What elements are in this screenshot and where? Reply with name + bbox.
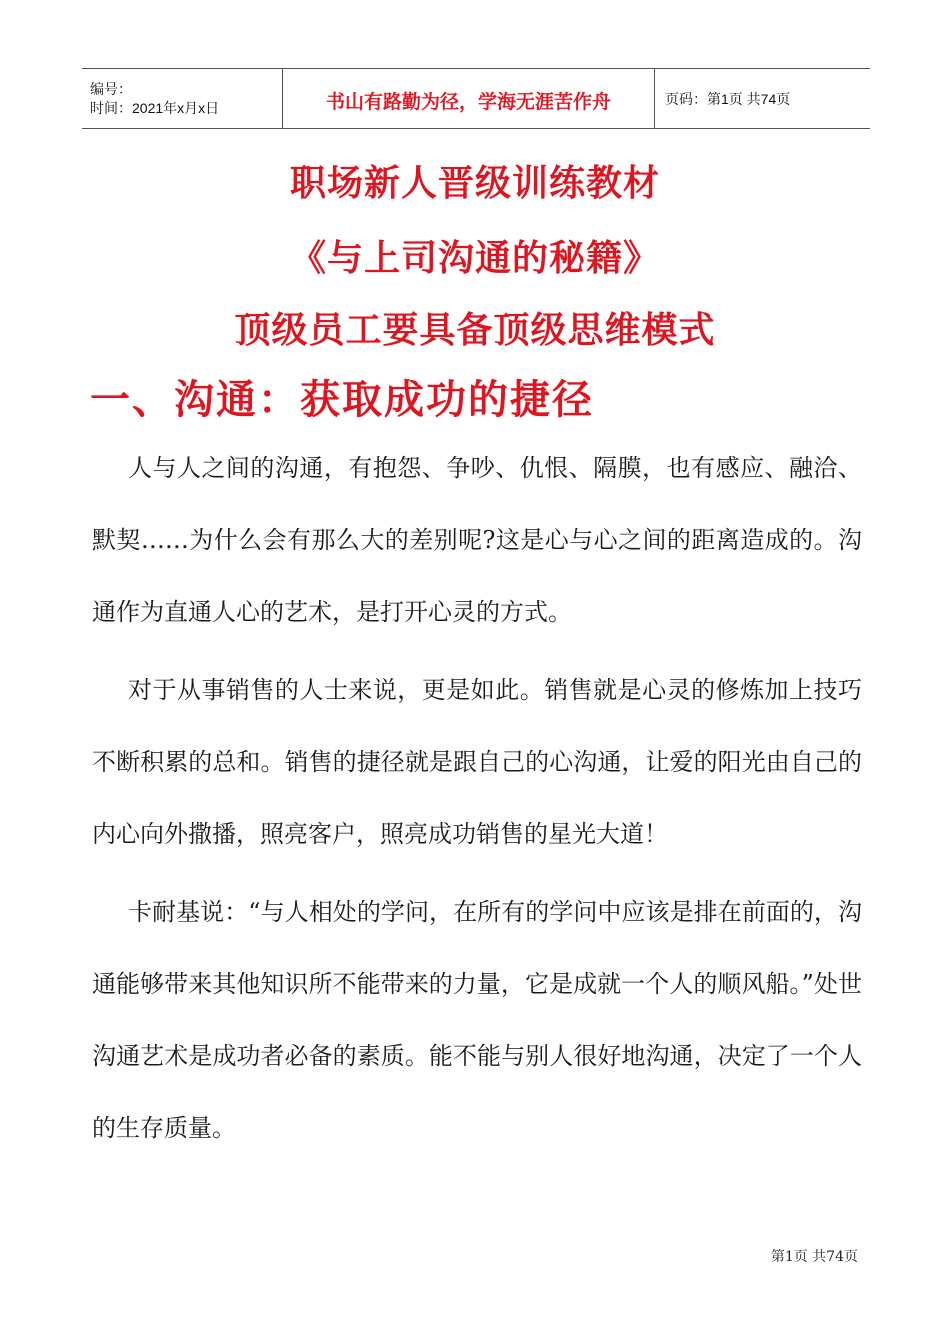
paragraph-2: 对于从事销售的人士来说，更是如此。销售就是心灵的修炼加上技巧不断积累的总和。销售的捷径就是跟自己的心沟通，让爱的阳光由自己的内心向外撒播，照亮客户，照亮成功销售的星光大道！: [92, 676, 862, 848]
serial-label: 编号：: [90, 80, 132, 97]
title-line-1: 职场新人晋级训练教材: [289, 163, 660, 204]
header-page-info: [655, 69, 870, 128]
motto-text: 书山有路勤为径，学海无涯苦作舟: [325, 91, 611, 113]
header-meta: [82, 69, 282, 128]
time-label: 时间：2021年x月x日: [90, 99, 220, 116]
header-motto: [282, 69, 655, 128]
title-line-2: 《与上司沟通的秘籍》: [289, 238, 660, 279]
paragraph-1: 人与人之间的沟通，有抱怨、争吵、仇恨、隔膜，也有感应、融洽、默契……为什么会有那么大的差别呢?这是心与心之间的距离造成的。沟通作为直通人心的艺术，是打开心灵的方式。: [92, 454, 862, 626]
paragraph-3: 卡耐基说：“与人相处的学问，在所有的学问中应该是排在前面的，沟通能够带来其他知识所不能带来的力量，它是成就一个人的顺风船。”处世沟通艺术是成功者必备的素质。能不能与别人很好地沟通，决定了一个人的生存质量。: [92, 898, 862, 1142]
footer-page-number: 第1页 共74页: [770, 1249, 858, 1265]
title-line-3: 顶级员工要具备顶级思维模式: [234, 310, 716, 351]
section-heading: 一、沟通：获取成功的捷径: [90, 377, 594, 423]
page-info-text: 页码：第1页 共74页: [665, 90, 791, 107]
document-header: [82, 68, 870, 129]
